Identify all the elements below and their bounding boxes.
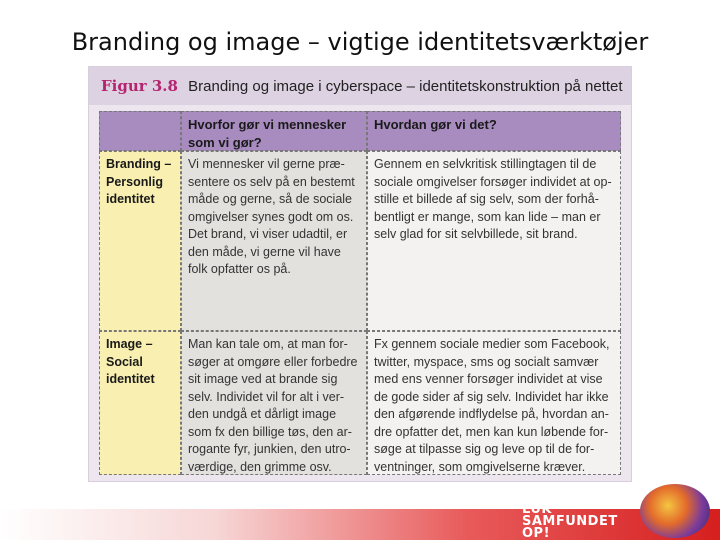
logo-image	[640, 484, 710, 538]
logo-line-1: LUK	[522, 502, 552, 517]
branding-how-cell: Gennem en selvkritisk stillingtagen til de sociale omgivelser forsøger individet at op-stille et billede af sig selv, som der forhå-bentligt er mange, som kan lide – man er selv glad for sit selvbillede, sit brand.	[367, 151, 621, 331]
figure-label: Figur 3.8	[101, 77, 178, 95]
image-how-cell: Fx gennem sociale medier som Facebook, twitter, myspace, sms og socialt samvær med ens venner forsøger individet at vise de gode sider af sig selv. Individet har ikke den afgørende indflydelse på, hvordan an-dre opfatter det, men kan kun løbende for-søge at tilpasse sig og leve op til de for-ventninger, som omgivelserne kræver.	[367, 331, 621, 475]
slide-title: Branding og image – vigtige identitetsværktøjer	[71, 28, 649, 56]
table-header-how: Hvordan gør vi det?	[367, 111, 621, 151]
figure-header	[89, 67, 631, 105]
figure-caption: Branding og image i cyberspace – identitetskonstruktion på nettet	[188, 78, 623, 95]
image-why-cell: Man kan tale om, at man for-søger at omgøre eller forbedre sit image ved at brande sig selv. Individet vil for alt i ver-den undgå et dårligt image som fx den billige tøs, den ar-rogante fyr, junkien, den utro-værdige, den grimme osv.	[181, 331, 367, 475]
figure-box	[88, 66, 632, 482]
luk-samfundet-op-logo	[512, 484, 720, 540]
branding-why-cell: Vi mennesker vil gerne præ-sentere os selv på en bestemt måde og gerne, så de sociale omgivelser synes godt om os. Det brand, vi viser udadtil, er den måde, vi gerne vil have folk opfatter os på.	[181, 151, 367, 331]
logo-text	[522, 504, 618, 540]
row-label-branding: Branding – Personlig identitet	[99, 151, 181, 331]
logo-line-2: SAMFUNDET	[522, 514, 618, 529]
table-header-why: Hvorfor gør vi mennesker som vi gør?	[181, 111, 367, 151]
logo-line-3: OP!	[522, 526, 551, 541]
identity-table	[99, 111, 621, 475]
table-header-empty	[99, 111, 181, 151]
row-label-image: Image – Social identitet	[99, 331, 181, 475]
